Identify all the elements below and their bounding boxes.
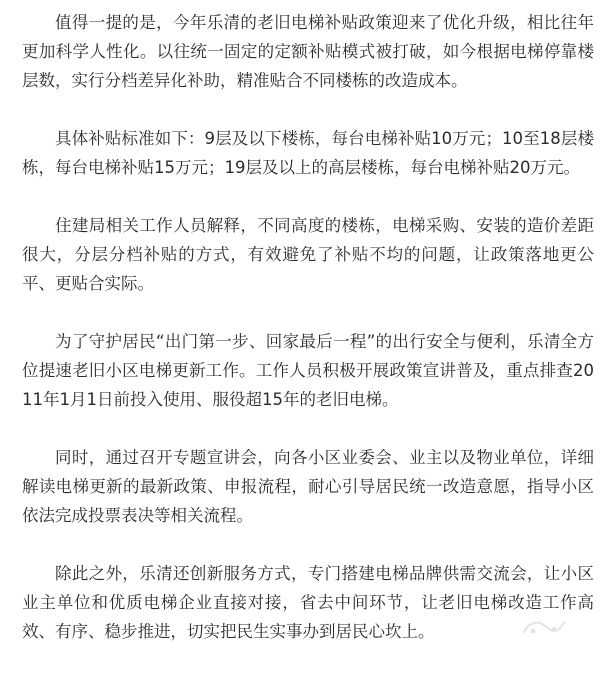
watermark-logo-icon: [521, 616, 567, 638]
paragraph-safety-renewal: 为了守护居民“出门第一步、回家最后一程”的出行安全与便利，乐清全方位提速老旧小区电梯更新工作。工作人员积极开展政策宣讲普及，重点排查2011年1月1日前投入使用、服役超15年的老旧电梯。: [22, 332, 594, 409]
paragraph-official-explanation: 住建局相关工作人员解释，不同高度的楼栋，电梯采购、安装的造价差距很大，分层分档补贴的方式，有效避免了补贴不均的问题，让政策落地更公平、更贴合实际。: [22, 216, 594, 293]
article-body: [22, 8, 594, 675]
paragraph-service-innovation: 除此之外，乐清还创新服务方式，专门搭建电梯品牌供需交流会，让小区业主单位和优质电梯企业直接对接，省去中间环节，让老旧电梯改造工作高效、有序、稳步推进，切实把民生实事办到居民心坎上。: [22, 564, 594, 641]
paragraph-subsidy-standards: 具体补贴标准如下：9层及以下楼栋，每台电梯补贴10万元；10至18层楼栋，每台电梯补贴15万元；19层及以上的高层楼栋，每台电梯补贴20万元。: [22, 129, 594, 177]
paragraph-briefings: 同时，通过召开专题宣讲会，向各小区业委会、业主以及物业单位，详细解读电梯更新的最新政策、申报流程，耐心引导居民统一改造意愿，指导小区依法完成投票表决等相关流程。: [22, 448, 594, 525]
paragraph-subsidy-upgrade: 值得一提的是，今年乐清的老旧电梯补贴政策迎来了优化升级，相比往年更加科学人性化。以往统一固定的定额补贴模式被打破，如今根据电梯停靠楼层数，实行分档差异化补助，精准贴合不同楼栋的改造成本。: [22, 13, 594, 90]
